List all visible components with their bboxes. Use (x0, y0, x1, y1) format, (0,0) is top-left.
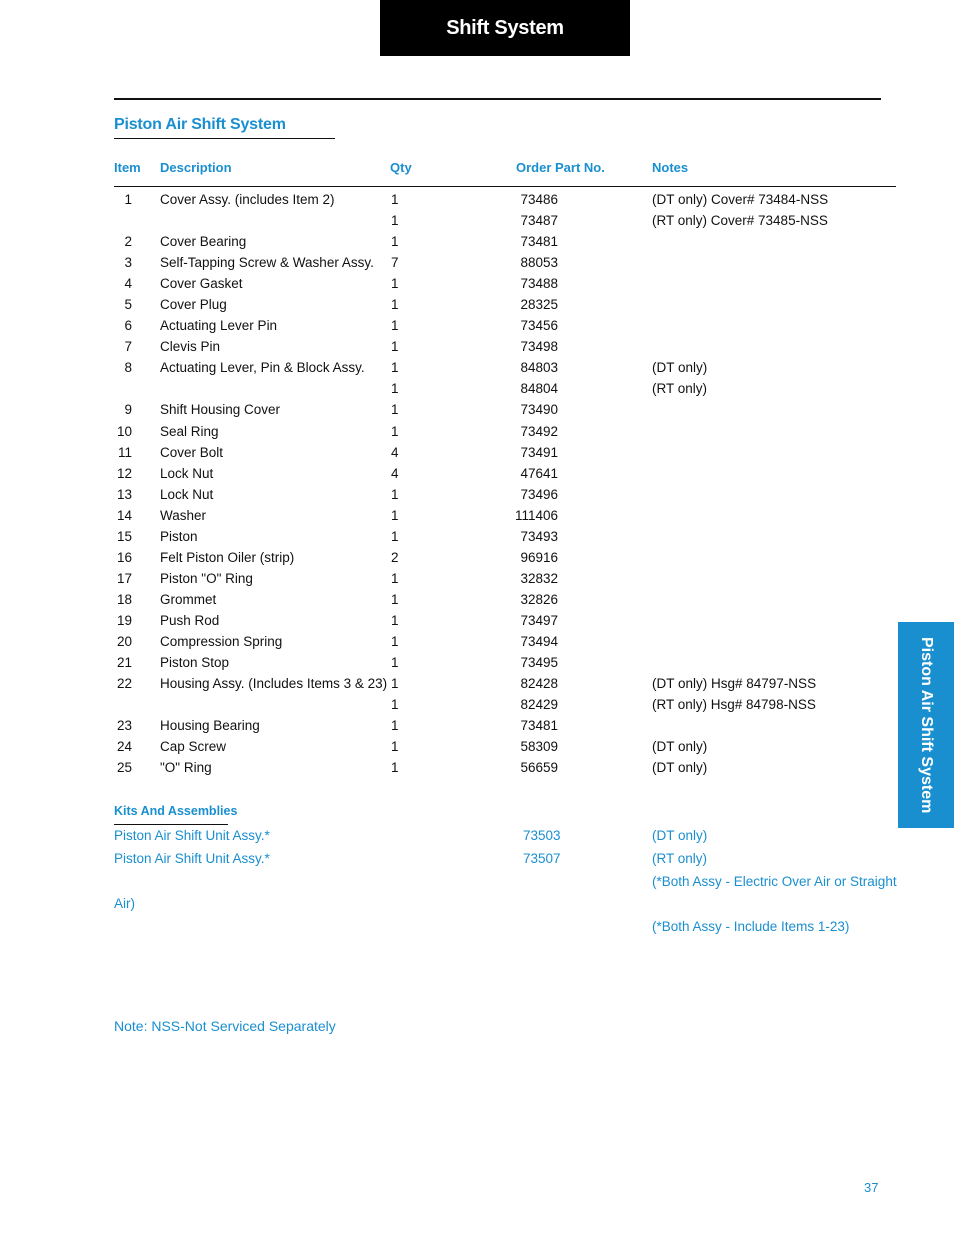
part-quantity: 1 (391, 234, 399, 250)
part-description: Push Rod (160, 612, 220, 628)
part-quantity: 1 (391, 276, 399, 292)
part-order-number: 88053 (520, 255, 558, 271)
part-quantity: 1 (391, 486, 399, 502)
part-item-number: 15 (116, 528, 132, 544)
table-row (0, 673, 954, 694)
part-description: Piston Stop (160, 655, 230, 671)
part-description: Washer (160, 507, 207, 523)
part-description: Actuating Lever Pin (160, 318, 278, 334)
part-quantity: 1 (391, 655, 399, 671)
part-quantity: 7 (391, 255, 399, 271)
kit-footnote-line3: (*Both Assy - Include Items 1-23) (652, 919, 850, 934)
part-quantity: 2 (391, 549, 399, 565)
part-order-number: 73481 (520, 718, 558, 734)
part-item-number: 9 (124, 402, 132, 418)
part-item-number: 2 (124, 234, 132, 250)
part-description: Felt Piston Oiler (strip) (160, 549, 295, 565)
part-item-number: 8 (124, 360, 132, 376)
part-quantity: 1 (391, 739, 399, 755)
part-order-number: 73490 (520, 402, 558, 418)
part-order-number: 84804 (520, 381, 558, 397)
part-description: Self-Tapping Screw & Washer Assy. (160, 255, 374, 271)
part-notes: (DT only) Hsg# 84797-NSS (652, 676, 817, 692)
part-notes: (RT only) Cover# 73485-NSS (652, 213, 828, 229)
part-order-number: 73456 (520, 318, 558, 334)
part-description: Cover Gasket (160, 276, 243, 292)
part-notes: (DT only) Cover# 73484-NSS (652, 192, 829, 207)
table-row (0, 210, 954, 231)
table-row (0, 694, 954, 715)
part-description: Housing Assy. (Includes Items 3 & 23) (160, 676, 388, 692)
part-order-number: 82428 (520, 676, 558, 692)
table-row (0, 589, 954, 610)
part-item-number: 17 (116, 570, 132, 586)
table-row (0, 715, 954, 736)
part-notes: (DT only) (652, 760, 708, 776)
part-notes: (DT only) (652, 739, 708, 755)
part-quantity: 4 (391, 444, 399, 460)
part-quantity: 1 (391, 360, 399, 376)
part-quantity: 1 (391, 697, 399, 713)
part-item-number: 18 (116, 591, 132, 607)
part-order-number: 82429 (520, 697, 558, 713)
column-header-divider (114, 186, 896, 187)
part-quantity: 1 (391, 192, 399, 207)
kit-notes: (DT only) (652, 828, 708, 843)
part-quantity: 1 (391, 402, 399, 418)
table-row (0, 757, 954, 778)
table-row (0, 631, 954, 652)
part-description: Piston (160, 528, 198, 544)
table-row (0, 399, 954, 420)
part-description: Cap Screw (160, 739, 227, 755)
table-row (0, 231, 954, 252)
part-order-number: 58309 (520, 739, 558, 755)
part-order-number: 73493 (520, 528, 558, 544)
table-row (0, 336, 954, 357)
part-quantity: 1 (391, 676, 399, 692)
column-header-item: Item (114, 160, 141, 175)
table-row (0, 652, 954, 673)
part-order-number: 73487 (520, 213, 558, 229)
part-order-number: 47641 (520, 465, 558, 481)
part-order-number: 73492 (520, 423, 558, 439)
part-description: Shift Housing Cover (160, 402, 281, 418)
table-row (0, 610, 954, 631)
part-order-number: 32826 (520, 591, 558, 607)
part-item-number: 3 (124, 255, 132, 271)
part-notes: (RT only) Hsg# 84798-NSS (652, 697, 816, 713)
part-description: Cover Bearing (160, 234, 247, 250)
part-item-number: 24 (116, 739, 132, 755)
part-order-number: 73494 (520, 633, 558, 649)
column-header-part: Order Part No. (516, 160, 605, 175)
page-number: 37 (864, 1180, 879, 1195)
part-quantity: 1 (391, 318, 399, 334)
part-item-number: 16 (116, 549, 132, 565)
part-description: Grommet (160, 591, 217, 607)
part-item-number: 19 (116, 612, 132, 628)
part-item-number: 23 (116, 718, 132, 734)
part-item-number: 14 (116, 507, 132, 523)
part-order-number: 28325 (520, 297, 558, 313)
part-quantity: 1 (391, 339, 399, 355)
part-description: Actuating Lever, Pin & Block Assy. (160, 360, 365, 376)
kit-footnote-line1: (*Both Assy - Electric Over Air or Straight (652, 874, 897, 889)
part-description: Cover Plug (160, 297, 227, 313)
part-order-number: 73486 (520, 192, 558, 207)
part-description: Lock Nut (160, 465, 214, 481)
part-quantity: 1 (391, 718, 399, 734)
part-description: Cover Assy. (includes Item 2) (160, 192, 335, 207)
table-row (0, 442, 954, 463)
header-title: Shift System (446, 16, 564, 39)
part-item-number: 20 (116, 633, 132, 649)
part-quantity: 1 (391, 612, 399, 628)
part-description: Cover Bolt (160, 444, 224, 460)
part-order-number: 73491 (520, 444, 558, 460)
kit-notes: (RT only) (652, 851, 708, 866)
part-order-number: 56659 (520, 760, 558, 776)
kit-part-number: 73503 (523, 828, 561, 843)
column-header-notes: Notes (652, 160, 689, 175)
kits-title-underline (114, 824, 228, 825)
side-section-tab (898, 622, 954, 828)
part-quantity: 1 (391, 423, 399, 439)
part-quantity: 1 (391, 528, 399, 544)
part-description: Piston "O" Ring (160, 570, 253, 586)
table-row (0, 547, 954, 568)
parts-table (0, 189, 954, 778)
table-row (0, 421, 954, 442)
part-order-number: 73498 (520, 339, 558, 355)
table-row (0, 357, 954, 378)
part-item-number: 4 (124, 276, 132, 292)
part-quantity: 1 (391, 760, 399, 776)
part-order-number: 73497 (520, 612, 558, 628)
part-description: Seal Ring (160, 423, 219, 439)
table-row (0, 315, 954, 336)
part-item-number: 25 (116, 760, 132, 776)
part-item-number: 10 (116, 423, 132, 439)
table-row (0, 378, 954, 399)
part-item-number: 1 (124, 192, 132, 207)
table-row (0, 526, 954, 547)
top-divider (114, 98, 881, 100)
part-notes: (RT only) (652, 381, 708, 397)
nss-note: Note: NSS-Not Serviced Separately (114, 1018, 336, 1034)
side-section-label: Piston Air Shift System (918, 636, 935, 814)
part-item-number: 7 (124, 339, 132, 355)
part-description: Clevis Pin (160, 339, 221, 355)
kit-part-number: 73507 (523, 851, 561, 866)
part-order-number: 73495 (520, 655, 558, 671)
kit-description: Piston Air Shift Unit Assy.* (114, 851, 270, 866)
part-quantity: 1 (391, 633, 399, 649)
part-item-number: 12 (116, 465, 132, 481)
part-quantity: 1 (391, 507, 399, 523)
part-description: Housing Bearing (160, 718, 260, 734)
part-description: "O" Ring (160, 760, 212, 776)
part-quantity: 1 (391, 591, 399, 607)
header-tab (380, 0, 630, 56)
table-row (0, 273, 954, 294)
part-item-number: 13 (116, 486, 132, 502)
column-header-description: Description (160, 160, 232, 175)
part-description: Lock Nut (160, 486, 214, 502)
part-item-number: 22 (116, 676, 132, 692)
part-order-number: 96916 (520, 549, 558, 565)
part-item-number: 11 (117, 444, 132, 460)
part-order-number: 73488 (520, 276, 558, 292)
table-row (0, 294, 954, 315)
table-row (0, 484, 954, 505)
table-row (0, 463, 954, 484)
part-order-number: 73496 (520, 486, 558, 502)
table-row (0, 736, 954, 757)
part-quantity: 1 (391, 381, 399, 397)
part-quantity: 4 (391, 465, 399, 481)
table-row (0, 189, 954, 210)
part-quantity: 1 (391, 297, 399, 313)
part-description: Compression Spring (160, 633, 283, 649)
kit-description: Piston Air Shift Unit Assy.* (114, 828, 270, 843)
part-item-number: 5 (124, 297, 132, 313)
part-order-number: 73481 (520, 234, 558, 250)
part-order-number: 111406 (514, 507, 558, 523)
column-header-qty: Qty (390, 160, 412, 175)
part-item-number: 21 (116, 655, 132, 671)
kit-footnote-line2: Air) (114, 896, 135, 911)
part-quantity: 1 (391, 570, 399, 586)
part-notes: (DT only) (652, 360, 708, 376)
table-row (0, 252, 954, 273)
part-order-number: 84803 (520, 360, 558, 376)
section-title-underline (114, 138, 335, 139)
kits-title: Kits And Assemblies (114, 804, 238, 818)
section-title: Piston Air Shift System (114, 116, 286, 133)
table-row (0, 568, 954, 589)
part-item-number: 6 (124, 318, 132, 334)
part-order-number: 32832 (520, 570, 558, 586)
table-row (0, 505, 954, 526)
part-quantity: 1 (391, 213, 399, 229)
